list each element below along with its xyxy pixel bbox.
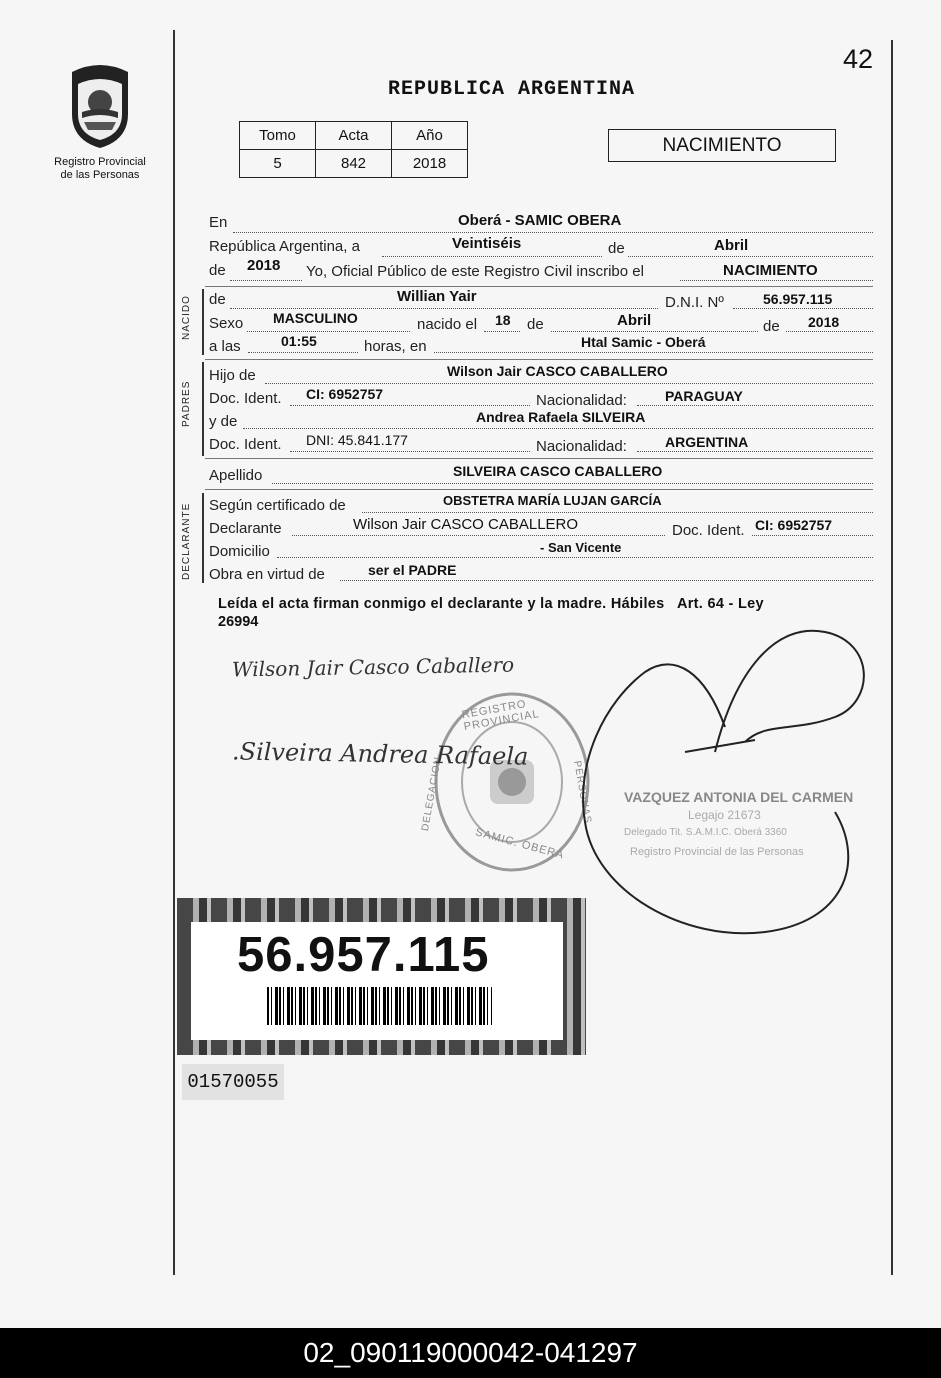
declarante-value: Wilson Jair CASCO CABALLERO [353, 516, 579, 533]
dni-line [733, 308, 873, 309]
apellido-label: Apellido [209, 467, 263, 484]
birth-year-line [786, 331, 873, 332]
birth-month-line [551, 331, 758, 332]
mother-doc-label: Doc. Ident. [209, 436, 282, 453]
meta-value-acta: 842 [316, 150, 392, 178]
padres-bottom-rule [205, 458, 873, 459]
name-value: Willian Yair [397, 288, 477, 305]
father-doc-line [290, 405, 530, 406]
alas-label: a las [209, 338, 241, 355]
round-stamp-bottom-text: SAMIC. OBERA [474, 826, 566, 862]
nacido-de-label-3: de [763, 318, 780, 335]
declarante-doc-label: Doc. Ident. [672, 522, 745, 539]
round-stamp-left-text: DELEGACION [420, 755, 444, 832]
meta-value-ano: 2018 [392, 150, 468, 178]
barcode-label [177, 898, 586, 1055]
birth-day-value: 18 [495, 312, 511, 328]
nacido-top-rule [205, 286, 873, 287]
nacido-el-label: nacido el [417, 316, 478, 333]
nacido-bottom-rule [205, 359, 873, 360]
barcode-bars [267, 987, 492, 1025]
nacido-de-label: de [209, 291, 226, 308]
father-line [265, 383, 873, 384]
declarante-doc-value: CI: 6952757 [755, 517, 833, 533]
official-stamp-registry: Registro Provincial de las Personas [630, 846, 804, 858]
obra-label: Obra en virtud de [209, 566, 325, 583]
seal-caption-1: Registro Provincial [54, 156, 146, 168]
declarante-signature: Wilson Jair Casco Caballero [231, 652, 515, 682]
seal-caption-2: de las Personas [60, 169, 140, 181]
father-value: Wilson Jair CASCO CABALLERO [447, 363, 668, 379]
apellido-line [272, 483, 873, 484]
meta-value-tomo: 5 [240, 150, 316, 178]
round-stamp-right-text: PERSONAS [571, 760, 594, 825]
father-nat-label: Nacionalidad: [536, 392, 627, 409]
left-margin-line [173, 30, 175, 1275]
republica-label: República Argentina, a [209, 238, 360, 255]
official-stamp-name: VAZQUEZ ANTONIA DEL CARMEN [624, 789, 854, 805]
barcode-number: 56.957.115 [237, 928, 490, 982]
apellido-value: SILVEIRA CASCO CABALLERO [453, 463, 663, 479]
document-title: REPUBLICA ARGENTINA [388, 78, 636, 101]
father-doc-label: Doc. Ident. [209, 390, 282, 407]
footer-file-id: 02_090119000042-041297 [0, 1328, 941, 1378]
father-doc-value: CI: 6952757 [306, 386, 384, 402]
serial-number: 01570055 [182, 1064, 284, 1100]
nacido-section-label: NACIDO [181, 295, 192, 340]
yde-label: y de [209, 413, 238, 430]
sexo-label: Sexo [209, 315, 244, 332]
time-line [248, 352, 358, 353]
name-line [230, 308, 658, 309]
oficial-label: Yo, Oficial Público de este Registro Civil inscribo el [306, 263, 644, 280]
inscribe-line [680, 280, 873, 281]
birth-year-value: 2018 [808, 314, 840, 330]
official-signature-scribble [565, 612, 885, 952]
declarante-doc-line [752, 535, 873, 536]
year-line [230, 280, 302, 281]
official-stamp-role: Delegado Tit. S.A.M.I.C. Oberá 3360 [624, 827, 787, 838]
declarante-bracket [202, 493, 204, 583]
month-line [628, 256, 873, 257]
horas-label: horas, en [364, 338, 427, 355]
mother-nat-label: Nacionalidad: [536, 438, 627, 455]
official-stamp-legajo: Legajo 21673 [688, 808, 761, 822]
mother-doc-line [290, 451, 530, 452]
padres-bracket [202, 362, 204, 456]
day-value: Veintiséis [452, 235, 522, 252]
domicilio-label: Domicilio [209, 543, 270, 560]
en-value: Oberá - SAMIC OBERA [458, 212, 622, 229]
father-nat-line [637, 405, 873, 406]
page-number: 42 [843, 44, 874, 74]
dni-value: 56.957.115 [763, 291, 833, 307]
declarante-label: Declarante [209, 520, 282, 537]
closing-line-1: Leída el acta firman conmigo el declarante y la madre. Hábiles Art. 64 - Ley [218, 596, 764, 612]
mother-nat-line [637, 451, 873, 452]
padres-section-label: PADRES [181, 380, 192, 427]
meta-header-ano: Año [392, 122, 468, 150]
sexo-value: MASCULINO [273, 310, 358, 326]
province-seal [62, 62, 138, 150]
day-line [382, 256, 602, 257]
domicilio-line [277, 557, 873, 558]
cert-line [362, 512, 873, 513]
birth-day-line [484, 331, 520, 332]
year-value: 2018 [247, 257, 281, 274]
declarante-line [292, 535, 665, 536]
right-margin-line [891, 40, 893, 1275]
meta-header-acta: Acta [316, 122, 392, 150]
place-value: Htal Samic - Oberá [581, 334, 706, 350]
inscribe-value: NACIMIENTO [723, 262, 818, 279]
hijo-label: Hijo de [209, 367, 256, 384]
mother-nat-value: ARGENTINA [665, 434, 749, 450]
obra-value: ser el PADRE [368, 562, 457, 578]
domicilio-value: - San Vicente [540, 540, 622, 555]
cert-label: Según certificado de [209, 497, 346, 514]
obra-line [340, 580, 873, 581]
dni-label: D.N.I. Nº [665, 294, 724, 311]
mother-signature: .Silveira Andrea Rafaela [231, 737, 529, 771]
father-nat-value: PARAGUAY [665, 388, 743, 404]
month-value: Abril [714, 237, 749, 254]
mother-line [243, 428, 873, 429]
apellido-bottom-rule [205, 489, 873, 490]
meta-header-tomo: Tomo [240, 122, 316, 150]
record-type-box: NACIMIENTO [608, 129, 836, 162]
place-line [434, 352, 873, 353]
en-label: En [209, 214, 228, 231]
nacido-bracket [202, 289, 204, 355]
nacido-de-label-2: de [527, 316, 544, 333]
time-value: 01:55 [281, 333, 317, 349]
mother-doc-value: DNI: 45.841.177 [306, 432, 408, 448]
birth-month-value: Abril [617, 312, 652, 329]
sexo-line [247, 331, 410, 332]
mother-value: Andrea Rafaela SILVEIRA [476, 409, 646, 425]
cert-value: OBSTETRA MARÍA LUJAN GARCÍA [443, 493, 662, 508]
province-seal-icon [62, 62, 138, 150]
tomo-acta-ano-table [239, 121, 468, 178]
de-label-2: de [209, 262, 226, 279]
declarante-section-label: DECLARANTE [181, 502, 192, 580]
closing-line-2: 26994 [218, 614, 259, 630]
de-label-1: de [608, 240, 625, 257]
round-stamp-top-text: REGISTRO PROVINCIAL [460, 698, 541, 734]
en-line [233, 232, 873, 233]
